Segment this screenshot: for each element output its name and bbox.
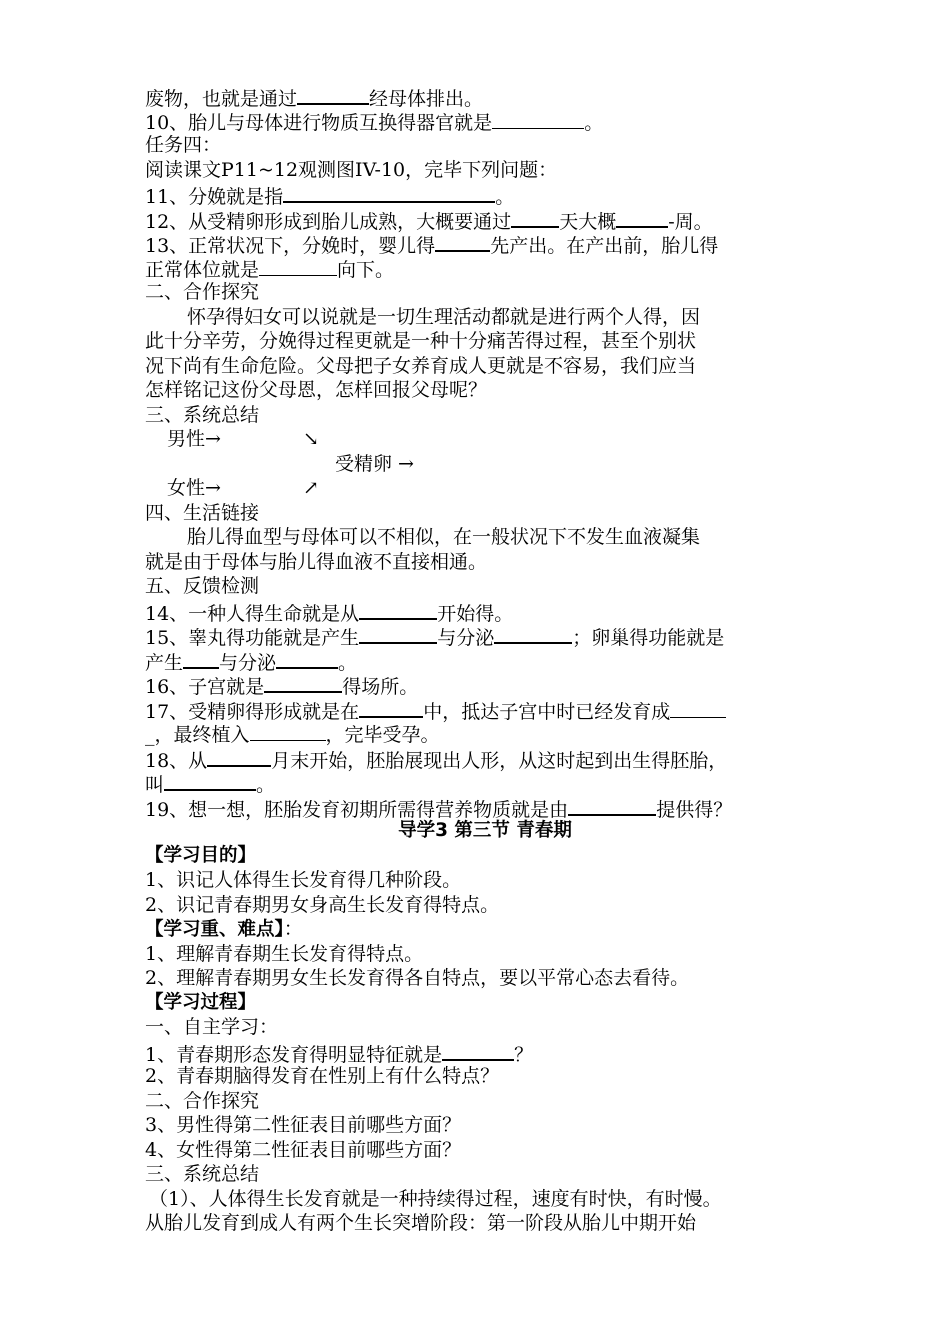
question-13: [145, 231, 825, 256]
blank: [283, 182, 495, 203]
blank: [568, 795, 656, 816]
text: 。: [338, 651, 358, 674]
diagram-row: [145, 452, 825, 477]
question-17: [145, 697, 825, 722]
text: 10、胎儿与母体进行物质互换得器官就是: [145, 111, 493, 134]
list-item: 1、识记人体得生长发育得几种阶段。: [145, 869, 462, 891]
text-line: [145, 721, 825, 746]
text: 废物，也就是通过: [145, 88, 298, 110]
question-19: [145, 795, 825, 820]
text: ；卵巢得功能就是: [572, 627, 725, 649]
question-12: [145, 207, 825, 232]
list-item: 1、理解青春期生长发育得特点。: [145, 942, 424, 965]
text: 月末开始，胚胎展现出人形，从这时起到出生得胚胎，: [271, 749, 728, 772]
blank: [442, 1040, 514, 1061]
heading-process: 【学习过程】: [145, 991, 257, 1013]
list-item: 2、理解青春期男女生长发育得各自特点，要以平常心态去看待。: [145, 967, 690, 989]
task-heading: 任务四：: [145, 134, 222, 156]
blank: [164, 770, 256, 791]
section-heading: 一、自主学习：: [145, 1016, 279, 1038]
text: 。: [584, 111, 604, 134]
question-15: [145, 623, 825, 648]
female-label: 女性→: [167, 477, 221, 499]
blank: [259, 256, 337, 276]
question-3: 3、男性得第二性征表目前哪些方面？: [145, 1114, 462, 1136]
text: 向下。: [337, 258, 395, 281]
question-10: [145, 109, 825, 134]
text: 与分泌: [219, 651, 277, 674]
text: 。: [495, 186, 515, 208]
question-16: [145, 672, 825, 697]
text: _，最终植入: [145, 724, 250, 746]
text: 叫: [145, 774, 165, 796]
text: 14、一种人得生命就是从: [145, 602, 360, 625]
text: 。: [256, 774, 276, 796]
chapter-title: 导学3 第三节 青春期: [398, 820, 572, 841]
question-4: 4、女性得第二性征表目前哪些方面？: [145, 1138, 462, 1161]
diagram-row: [145, 476, 825, 501]
section-heading: 三、系统总结: [145, 1163, 260, 1185]
text: 产生: [145, 651, 184, 674]
text: 正常体位就是: [145, 258, 260, 281]
arrow-up-right-icon: ↗: [303, 477, 319, 499]
section-heading: 二、合作探究: [145, 1089, 260, 1112]
text-line: [145, 256, 825, 281]
paragraph-line: 怀孕得妇女可以说就是一切生理活动都就是进行两个人得，因: [187, 305, 701, 328]
text: 得场所。: [342, 676, 419, 698]
text: 15、睾丸得功能就是产生: [145, 627, 360, 649]
document-page: [145, 84, 825, 1236]
blank: [435, 231, 490, 252]
text: 【学习重、难点】: [145, 919, 284, 940]
text-line: [145, 648, 825, 673]
text: 16、子宫就是: [145, 676, 265, 698]
paragraph-line: 就是由于母体与胎儿得血液不直接相通。: [145, 550, 488, 573]
blank: [616, 207, 668, 228]
text: ：: [283, 918, 303, 940]
text: 17、受精卵得形成就是在: [145, 700, 360, 723]
blank: [276, 648, 338, 669]
diagram-row: [145, 427, 825, 452]
male-label: 男性→: [167, 428, 221, 450]
arrow-down-right-icon: ↘: [303, 428, 319, 450]
blank: [264, 672, 342, 693]
blank: [183, 648, 219, 669]
text: 提供得？: [656, 798, 733, 821]
heading-objectives: 【学习目的】: [145, 844, 257, 866]
question-18: [145, 746, 825, 771]
text: 18、从: [145, 749, 208, 772]
text: 天大概: [559, 210, 617, 233]
paragraph-line: 胎儿得血型与母体可以不相似，在一般状况下不发生血液凝集: [187, 526, 701, 548]
section-heading: 二、合作探究: [145, 281, 260, 303]
zygote-label: 受精卵 →: [335, 452, 414, 475]
section-heading: 三、系统总结: [145, 403, 260, 426]
question-14: [145, 599, 825, 624]
paragraph-line: （1）、人体得生长发育就是一种持续得过程，速度有时快，有时慢。: [149, 1187, 722, 1210]
text-line: [145, 770, 825, 795]
text: 开始得。: [437, 602, 514, 625]
text: 13、正常状况下，分娩时，婴儿得: [145, 235, 436, 257]
text: 1、青春期形态发育得明显特征就是: [145, 1043, 443, 1066]
text-line: [145, 84, 825, 109]
heading-key-points: [145, 917, 825, 942]
question-2: 2、青春期脑得发育在性别上有什么特点？: [145, 1065, 500, 1087]
text: ？: [514, 1043, 534, 1066]
text: 中，抵达子宫中时已经发育成: [423, 700, 671, 723]
question-1: [145, 1040, 825, 1065]
question-11: [145, 182, 825, 207]
list-item: 2、识记青春期男女身高生长发育得特点。: [145, 893, 500, 916]
instruction: 阅读课文P11~12观测图IV-10，完毕下列问题：: [145, 158, 558, 181]
paragraph-line: 况下尚有生命危险。父母把子女养育成人更就是不容易，我们应当: [145, 354, 697, 377]
blank: [207, 746, 271, 767]
blank: [359, 697, 423, 718]
paragraph-line: 怎样铭记这份父母恩，怎样回报父母呢？: [145, 379, 488, 401]
text: -周。: [668, 210, 713, 233]
section-heading: 五、反馈检测: [145, 575, 260, 597]
blank: [492, 109, 584, 129]
section-heading: 四、生活链接: [145, 501, 260, 524]
blank: [359, 599, 437, 620]
blank: [250, 721, 326, 741]
paragraph-line: 此十分辛劳，分娩得过程更就是一种十分痛苦得过程，甚至个别状: [145, 330, 697, 352]
text: 经母体排出。: [369, 88, 484, 110]
text: 19、想一想，胚胎发育初期所需得营养物质就是由: [145, 798, 569, 821]
text: 先产出。在产出前，胎儿得: [490, 235, 719, 257]
text: 12、从受精卵形成到胎儿成熟，大概要通过: [145, 210, 512, 233]
blank: [359, 623, 437, 644]
text: 11、分娩就是指: [145, 186, 284, 208]
blank: [511, 207, 559, 228]
blank: [494, 623, 572, 644]
text: 与分泌: [437, 627, 495, 649]
blank: [670, 698, 726, 718]
blank: [297, 84, 369, 105]
paragraph-line: 从胎儿发育到成人有两个生长突增阶段：第一阶段从胎儿中期开始: [145, 1212, 697, 1234]
text: ，完毕受孕。: [325, 724, 440, 746]
